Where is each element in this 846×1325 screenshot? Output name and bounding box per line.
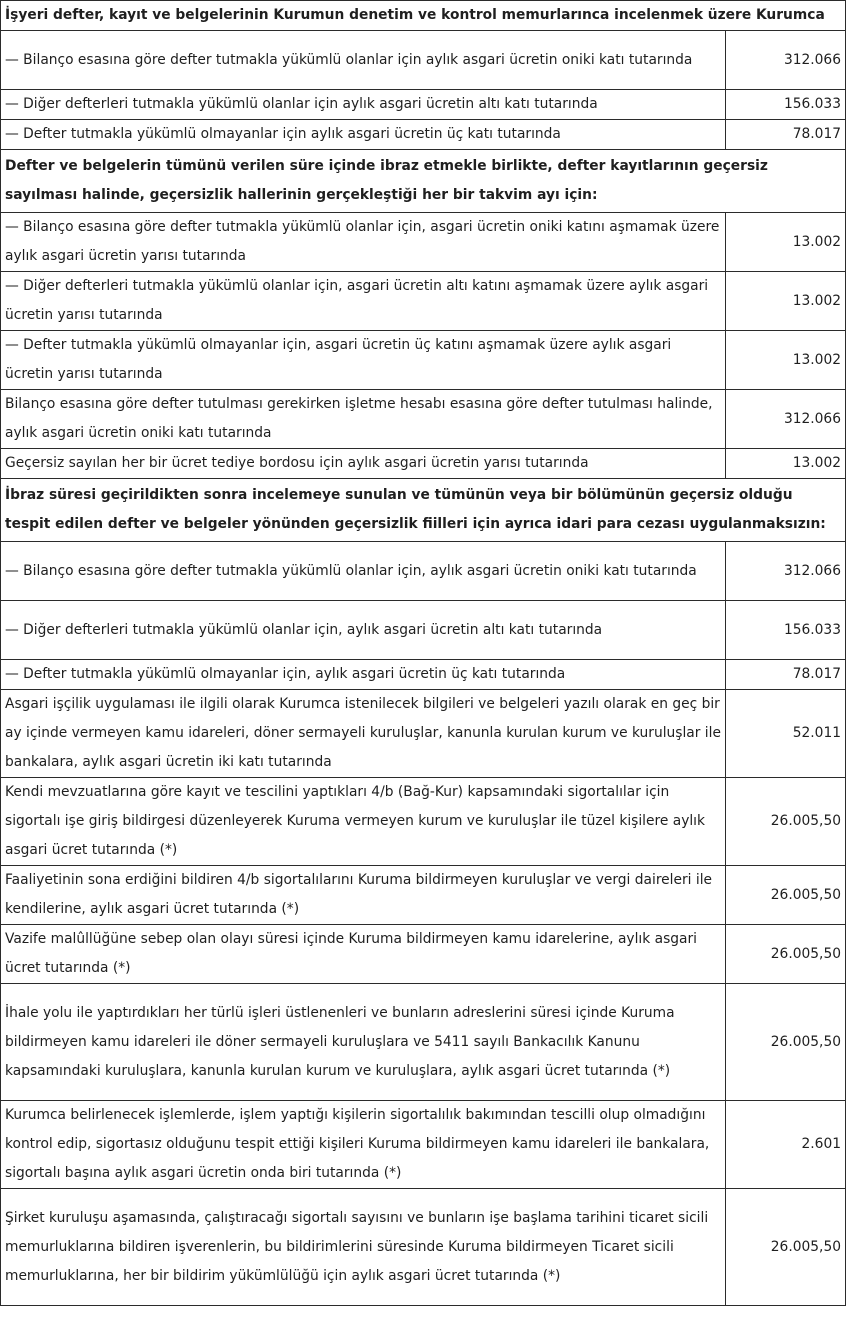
penalty-amount: 156.033	[726, 90, 846, 120]
section-heading-row	[1, 479, 846, 542]
table-row	[1, 272, 846, 331]
table-row	[1, 213, 846, 272]
table-row	[1, 690, 846, 778]
table-heading: İşyeri defter, kayıt ve belgelerinin Kurumun denetim ve kontrol memurlarınca incelenmek üzere Kurumca	[1, 1, 846, 31]
table-row	[1, 1189, 846, 1306]
penalty-amount: 13.002	[726, 449, 846, 479]
penalty-description: Kurumca belirlenecek işlemlerde, işlem yaptığı kişilerin sigortalılık bakımından tescilli olup olmadığını kontrol edip, sigortasız olduğunu tespit ettiği kişileri Kuruma bildirmeyen kamu idareleri ile bankalara, sigortalı başına aylık asgari ücretin onda biri tutarında (*)	[1, 1101, 726, 1189]
penalty-amount: 26.005,50	[726, 984, 846, 1101]
penalty-amount: 78.017	[726, 120, 846, 150]
table-row	[1, 778, 846, 866]
penalty-amount: 26.005,50	[726, 1189, 846, 1306]
section-heading-row	[1, 150, 846, 213]
penalty-description: Bilanço esasına göre defter tutulması gerekirken işletme hesabı esasına göre defter tutulması halinde, aylık asgari ücretin oniki katı tutarında	[1, 390, 726, 449]
penalty-amount: 26.005,50	[726, 866, 846, 925]
penalty-amount: 312.066	[726, 390, 846, 449]
penalty-amount: 26.005,50	[726, 925, 846, 984]
penalty-description: — Defter tutmakla yükümlü olmayanlar için, aylık asgari ücretin üç katı tutarında	[1, 660, 726, 690]
penalty-amount: 13.002	[726, 213, 846, 272]
section-heading: Defter ve belgelerin tümünü verilen süre içinde ibraz etmekle birlikte, defter kayıtlarının geçersiz sayılması halinde, geçersizlik hallerinin gerçekleştiği her bir takvim ayı için:	[1, 150, 846, 213]
penalty-description: — Defter tutmakla yükümlü olmayanlar için, asgari ücretin üç katını aşmamak üzere aylık asgari ücretin yarısı tutarında	[1, 331, 726, 390]
table-row	[1, 331, 846, 390]
table-row	[1, 1101, 846, 1189]
penalty-description: Şirket kuruluşu aşamasında, çalıştıracağı sigortalı sayısını ve bunların işe başlama tarihini ticaret sicili memurluklarına bildiren işverenlerin, bu bildirimlerini süresinde Kuruma bildirmeyen Ticaret sicili memurluklarına, her bir bildirim yükümlülüğü için aylık asgari ücret tutarında (*)	[1, 1189, 726, 1306]
table-row	[1, 449, 846, 479]
penalty-description: — Bilanço esasına göre defter tutmakla yükümlü olanlar için, aylık asgari ücretin oniki katı tutarında	[1, 542, 726, 601]
penalty-amount: 13.002	[726, 272, 846, 331]
penalty-amount: 52.011	[726, 690, 846, 778]
penalty-description: — Diğer defterleri tutmakla yükümlü olanlar için, aylık asgari ücretin altı katı tutarında	[1, 601, 726, 660]
table-row	[1, 90, 846, 120]
penalty-description: — Diğer defterleri tutmakla yükümlü olanlar için, asgari ücretin altı katını aşmamak üzere aylık asgari ücretin yarısı tutarında	[1, 272, 726, 331]
table-row	[1, 984, 846, 1101]
penalty-amount: 312.066	[726, 542, 846, 601]
penalty-amount: 26.005,50	[726, 778, 846, 866]
penalty-description: — Bilanço esasına göre defter tutmakla yükümlü olanlar için aylık asgari ücretin oniki katı tutarında	[1, 31, 726, 90]
table-row	[1, 925, 846, 984]
penalty-description: Asgari işçilik uygulaması ile ilgili olarak Kurumca istenilecek bilgileri ve belgeleri yazılı olarak en geç bir ay içinde vermeyen kamu idareleri, döner sermayeli kuruluşlar, kanunla kurulan kurum ve kuruluşlar ile bankalara, aylık asgari ücretin iki katı tutarında	[1, 690, 726, 778]
penalty-description: — Defter tutmakla yükümlü olmayanlar için aylık asgari ücretin üç katı tutarında	[1, 120, 726, 150]
penalty-description: İhale yolu ile yaptırdıkları her türlü işleri üstlenenleri ve bunların adreslerini süresi içinde Kuruma bildirmeyen kamu idareleri ile döner sermayeli kuruluşlara ve 5411 sayılı Bankacılık Kanunu kapsamındaki kuruluşlara, kanunla kurulan kurum ve kuruluşlara, aylık asgari ücret tutarında (*)	[1, 984, 726, 1101]
table-heading-row	[1, 1, 846, 31]
penalty-description: Kendi mevzuatlarına göre kayıt ve tescilini yaptıkları 4/b (Bağ-Kur) kapsamındaki sigortalılar için sigortalı işe giriş bildirgesi düzenleyerek Kuruma vermeyen kurum ve kuruluşlar ile tüzel kişilere aylık asgari ücret tutarında (*)	[1, 778, 726, 866]
table-row	[1, 866, 846, 925]
penalty-description: — Diğer defterleri tutmakla yükümlü olanlar için aylık asgari ücretin altı katı tutarında	[1, 90, 726, 120]
table-row	[1, 660, 846, 690]
penalty-table-body	[1, 1, 846, 1306]
table-row	[1, 31, 846, 90]
penalty-amount: 156.033	[726, 601, 846, 660]
penalty-description: Faaliyetinin sona erdiğini bildiren 4/b sigortalılarını Kuruma bildirmeyen kuruluşlar ve vergi daireleri ile kendilerine, aylık asgari ücret tutarında (*)	[1, 866, 726, 925]
penalty-description: — Bilanço esasına göre defter tutmakla yükümlü olanlar için, asgari ücretin oniki katını aşmamak üzere aylık asgari ücretin yarısı tutarında	[1, 213, 726, 272]
penalty-amount: 312.066	[726, 31, 846, 90]
penalty-amount: 78.017	[726, 660, 846, 690]
table-row	[1, 390, 846, 449]
penalty-amount: 2.601	[726, 1101, 846, 1189]
penalty-description: Geçersiz sayılan her bir ücret tediye bordosu için aylık asgari ücretin yarısı tutarında	[1, 449, 726, 479]
penalty-description: Vazife malûllüğüne sebep olan olayı süresi içinde Kuruma bildirmeyen kamu idarelerine, aylık asgari ücret tutarında (*)	[1, 925, 726, 984]
table-row	[1, 542, 846, 601]
table-row	[1, 601, 846, 660]
table-row	[1, 120, 846, 150]
section-heading: İbraz süresi geçirildikten sonra incelemeye sunulan ve tümünün veya bir bölümünün geçersiz olduğu tespit edilen defter ve belgeler yönünden geçersizlik fiilleri için ayrıca idari para cezası uygulanmaksızın:	[1, 479, 846, 542]
penalty-amount: 13.002	[726, 331, 846, 390]
